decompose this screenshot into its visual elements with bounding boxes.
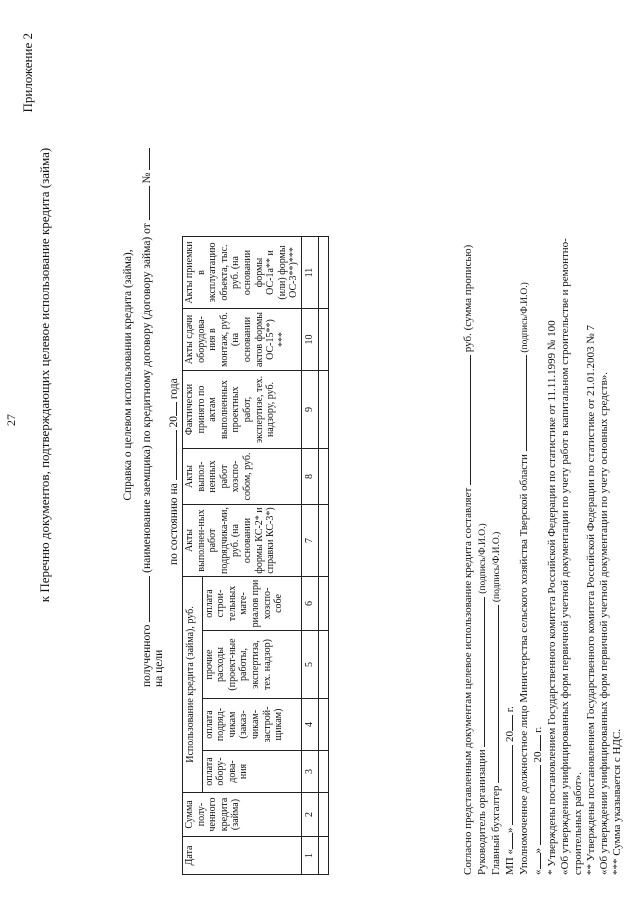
column-number: 9 (301, 371, 318, 449)
year-prefix: 20 (504, 731, 516, 743)
official-sign-caption: (подпись/Ф.И.О.) (520, 282, 530, 353)
header-cell: прочие расходы (проект-ные работы, экспертиза, тех. надзор) (202, 631, 301, 699)
appendix-label: Приложение 2 (20, 33, 35, 113)
year-prefix: 20 (532, 751, 544, 763)
header-cell: оплата подряд-чикам (заказ-чикам-застрой-щикам) (202, 699, 301, 751)
as-of-date-blank (166, 430, 177, 480)
data-cell (318, 309, 328, 371)
purpose-prefix: на цели (153, 649, 165, 687)
contract-number-blank (139, 148, 150, 170)
borrower-caption: (наименование заемщика) по кредитному договору (договору займа) от (141, 223, 153, 573)
data-cell (318, 793, 328, 837)
column-number: 6 (301, 577, 318, 631)
as-of-suffix: года (168, 378, 180, 400)
official-signature-line (516, 282, 531, 875)
column-number: 1 (301, 837, 318, 875)
year-blank (502, 715, 513, 731)
received-prefix: полученного (141, 624, 153, 687)
month-blank (502, 745, 513, 825)
as-of-prefix: по состоянию на (168, 483, 180, 565)
usage-table (182, 236, 329, 875)
number-sign: № (141, 172, 153, 184)
official-date-line (530, 727, 544, 875)
year-blank (530, 736, 541, 752)
year-suffix: г. (504, 706, 516, 713)
purpose-line (153, 650, 165, 687)
column-number: 2 (301, 793, 318, 837)
column-number: 5 (301, 631, 318, 699)
data-cell (318, 371, 328, 449)
accountant-signature-blank (488, 605, 499, 783)
column-number: 8 (301, 449, 318, 505)
official-signature-blank (516, 355, 527, 451)
document-heading: к Перечню документов, подтверждающих целевое использование кредита (займа) (37, 147, 52, 603)
column-number: 4 (301, 699, 318, 751)
day-blank (530, 854, 541, 870)
data-cell (318, 577, 328, 631)
header-cell: Акты сдачи оборудова-ния в монтаж, руб. (на основании актов формы ОС-15**) *** (183, 309, 302, 371)
header-cell: Дата (183, 837, 302, 875)
header-cell: оплата обору-дова-ния (202, 751, 301, 793)
column-number: 11 (301, 237, 318, 309)
empty-data-row (318, 237, 328, 875)
head-sign-caption: (подпись/Ф.И.О.) (478, 523, 488, 594)
data-cell (318, 631, 328, 699)
header-cell: Акты выполнен-ных работ подрядчика-ми, руб. (на основании формы КС-2* и справки КС-3*) (183, 505, 302, 577)
footnote-3: *** Сумма указывается с НДС. (611, 728, 623, 875)
quote-open: « (504, 849, 516, 855)
agreement-line (460, 245, 474, 875)
accountant-signature-line (488, 532, 503, 875)
data-cell (318, 751, 328, 793)
footnote-2-line-1: ** Утверждены постановлением Государственного комитета Российской Федерации по статистике от 21.01.2003 № 7 (585, 325, 597, 875)
footnote-1-line-2: «Об утверждении унифицированных форм первичной учетной документации по учету работ в капитальном строительстве и ремонтно- (559, 238, 571, 875)
footnote-1-line-3: строительных работ». (572, 772, 584, 875)
header-cell: Фактически принято по актам выполненных проектных работ, экспертизе, тех. надзору, руб. (183, 371, 302, 449)
data-cell (318, 837, 328, 875)
header-cell: Сумма полу-ченного кредита (займа) (183, 793, 302, 837)
accountant-label: Главный бухгалтер (490, 785, 502, 875)
contract-date-blank (139, 186, 150, 220)
head-signature-line (474, 523, 489, 875)
data-cell (318, 237, 328, 309)
column-number-row (301, 237, 318, 875)
header-cell: Акты выпол-ненных работ хозспо-собом, руб. (183, 449, 302, 505)
data-cell (318, 449, 328, 505)
quote-close: » (504, 827, 516, 834)
agreement-suffix: руб. (сумма прописью) (462, 244, 474, 353)
as-of-year-blank (166, 402, 177, 416)
head-signature-blank (474, 597, 485, 747)
month-blank (530, 765, 541, 845)
certificate-title: Справка о целевом использовании кредита (займа), (122, 249, 134, 501)
stamp-label: МП (504, 857, 516, 875)
data-cell (318, 699, 328, 751)
quote-close: » (532, 848, 544, 854)
as-of-line (166, 378, 180, 565)
day-blank (502, 833, 513, 849)
official-label: Уполномоченное должностное лицо Министерства сельского хозяйства Тверской области (518, 454, 530, 875)
received-line (139, 148, 153, 687)
page-number: 27 (4, 414, 18, 426)
header-cell: оплата строи-тельных мате-риалов при хозспо-собе (202, 577, 301, 631)
column-number: 7 (301, 505, 318, 577)
group-header: Использование кредита (займа), руб. (183, 577, 203, 793)
borrower-blank (139, 576, 150, 622)
agreement-sum-blank (460, 355, 471, 485)
quote-open: « (532, 869, 544, 875)
footnote-2-line-2: «Об утверждении унифицированных форм первичной учетной документации по учету основных средств». (598, 371, 610, 875)
as-of-year: 20 (168, 415, 180, 428)
header-cell: Акты приемки в эксплуатацию объекта, тыс. руб. (на основании формы ОС-1а** и (или) формы ОС-3**)*** (183, 237, 302, 309)
column-number: 10 (301, 309, 318, 371)
head-label: Руководитель организации (476, 749, 488, 875)
stamp-date-line (502, 706, 516, 875)
accountant-sign-caption: (подпись/Ф.И.О.) (492, 531, 502, 603)
agreement-prefix: Согласно представленным документам целевое использование кредита составляет (462, 487, 474, 875)
column-number: 3 (301, 751, 318, 793)
year-suffix: г. (532, 726, 544, 733)
header-row-top (183, 237, 203, 875)
data-cell (318, 505, 328, 577)
footnote-1-line-1: * Утверждены постановлением Государственного комитета Российской Федерации по статистике от 11.11.1999 № 100 (546, 320, 558, 875)
